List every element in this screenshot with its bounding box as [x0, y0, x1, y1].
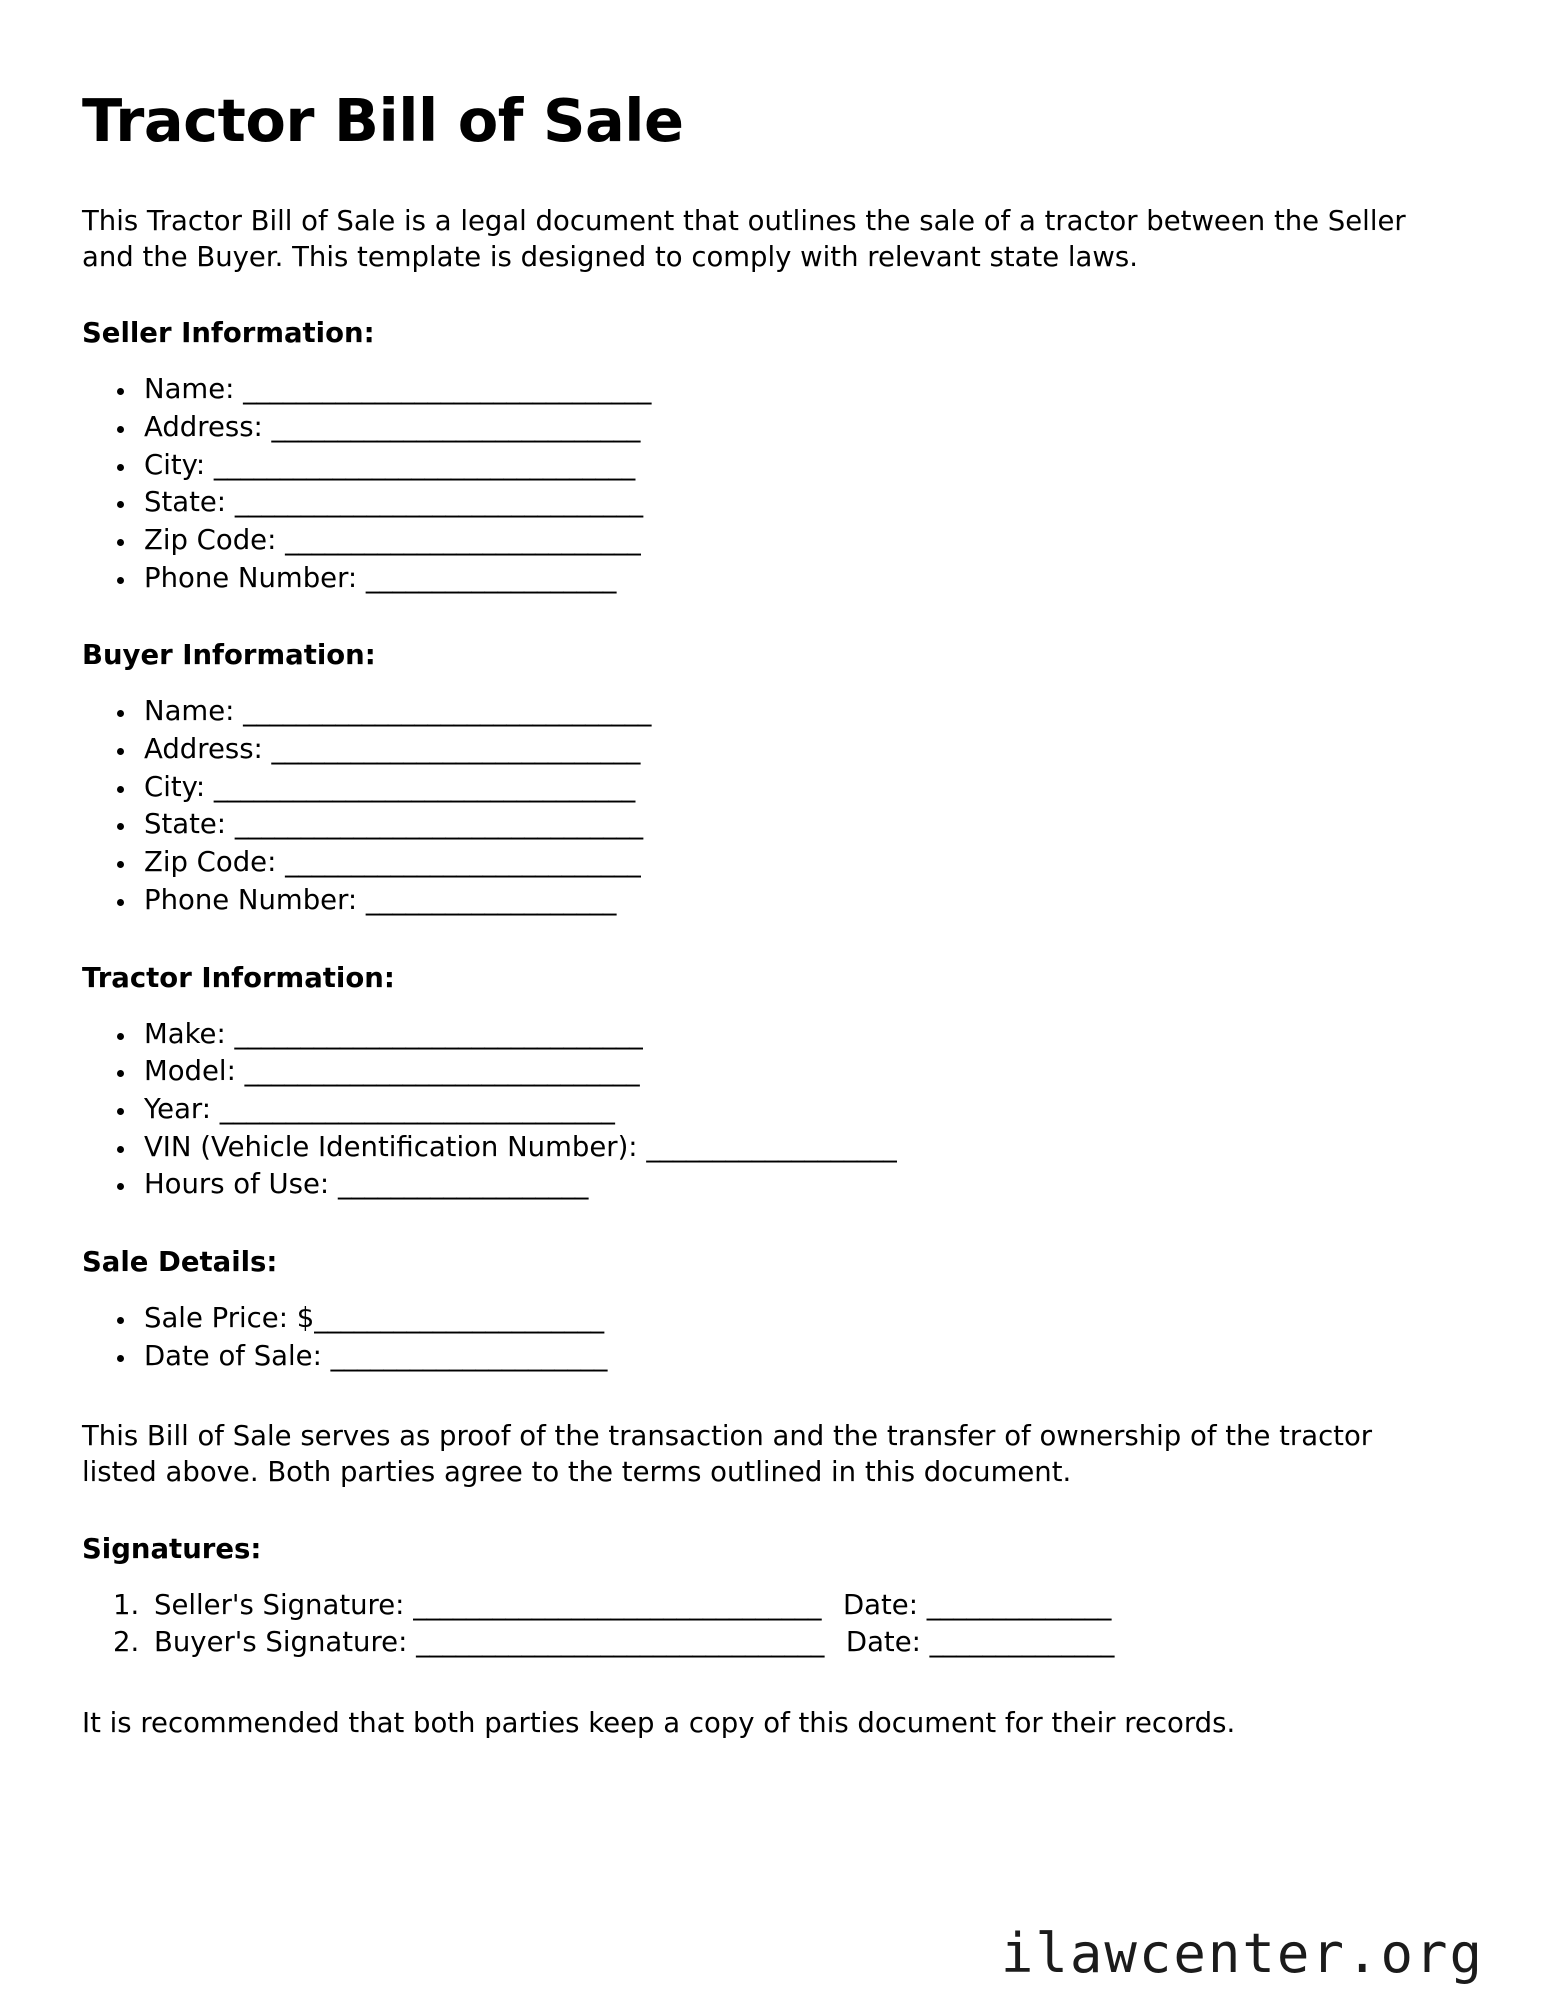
- list-item: [138, 882, 1458, 920]
- list-item: [138, 1091, 1458, 1129]
- section-heading-signatures: Signatures:: [82, 1532, 262, 1565]
- intro-paragraph: This Tractor Bill of Sale is a legal document that outlines the sale of a tractor between the Seller and the Buyer. This template is designed to comply with relevant state laws.: [82, 204, 1406, 273]
- sale-details-fields-list: [82, 1300, 1458, 1375]
- section-heading-sale-details: Sale Details:: [82, 1245, 278, 1278]
- field-blank[interactable]: _______________________________: [243, 695, 651, 728]
- date-label: Date:: [845, 1626, 930, 1659]
- field-label: Address:: [144, 733, 272, 766]
- field-blank[interactable]: ___________________: [337, 1168, 588, 1201]
- field-label: Sale Price: $: [144, 1301, 315, 1334]
- field-blank[interactable]: _______________________________: [234, 808, 643, 841]
- list-item: [138, 1129, 1458, 1167]
- field-blank[interactable]: ___________________: [646, 1130, 897, 1163]
- field-blank[interactable]: ___________________: [365, 561, 616, 594]
- list-item: [138, 693, 1458, 731]
- list-item: [148, 1624, 1458, 1662]
- list-item: [138, 844, 1458, 882]
- list-item: [138, 560, 1458, 598]
- signatures-list: [82, 1587, 1458, 1662]
- field-blank[interactable]: ______________________________: [244, 1055, 640, 1088]
- field-label: City:: [144, 448, 214, 481]
- list-item: [138, 371, 1458, 409]
- field-blank[interactable]: ______________________________: [219, 1092, 615, 1125]
- list-item: [138, 484, 1458, 522]
- field-label: Zip Code:: [144, 846, 286, 879]
- tractor-fields-list: [82, 1016, 1458, 1204]
- field-label: Phone Number:: [144, 883, 366, 916]
- list-item: [148, 1587, 1458, 1625]
- list-item: [138, 522, 1458, 560]
- section-heading-seller: Seller Information:: [82, 317, 375, 350]
- field-blank[interactable]: ___________________: [365, 883, 616, 916]
- field-label: Zip Code:: [144, 524, 286, 557]
- signature-label: Buyer's Signature:: [154, 1626, 417, 1659]
- field-label: State:: [144, 486, 235, 519]
- field-blank[interactable]: ___________________________: [285, 846, 641, 879]
- list-item: [138, 1338, 1458, 1376]
- field-label: Date of Sale:: [144, 1339, 331, 1372]
- field-label: Year:: [144, 1092, 220, 1125]
- buyer-fields-list: [82, 693, 1458, 919]
- field-label: Hours of Use:: [144, 1168, 338, 1201]
- field-label: Make:: [144, 1017, 235, 1050]
- field-label: VIN (Vehicle Identification Number):: [144, 1130, 647, 1163]
- field-label: City:: [144, 770, 214, 803]
- field-blank[interactable]: ____________________________: [271, 733, 640, 766]
- field-label: Address:: [144, 411, 272, 444]
- date-blank[interactable]: ______________: [929, 1626, 1114, 1659]
- signature-blank[interactable]: _______________________________: [413, 1588, 829, 1621]
- site-watermark: ilawcenter.org: [1000, 1922, 1484, 1985]
- section-heading-buyer: Buyer Information:: [82, 639, 376, 672]
- field-blank[interactable]: ________________________________: [213, 448, 635, 481]
- page-title: Tractor Bill of Sale: [82, 86, 684, 155]
- field-blank[interactable]: ________________________________: [213, 770, 635, 803]
- date-blank[interactable]: ______________: [926, 1588, 1111, 1621]
- field-blank[interactable]: ______________________: [314, 1301, 604, 1334]
- list-item: [138, 731, 1458, 769]
- field-label: Model:: [144, 1055, 245, 1088]
- field-blank[interactable]: _______________________________: [234, 486, 643, 519]
- field-label: Phone Number:: [144, 561, 366, 594]
- list-item: [138, 447, 1458, 485]
- list-item: [138, 806, 1458, 844]
- signature-label: Seller's Signature:: [154, 1588, 414, 1621]
- list-item: [138, 769, 1458, 807]
- closing-paragraph: This Bill of Sale serves as proof of the transaction and the transfer of ownership of the tractor listed above. Both parties agree to the terms outlined in this document.: [82, 1420, 1373, 1488]
- field-blank[interactable]: _______________________________: [234, 1017, 643, 1050]
- final-note-paragraph: It is recommended that both parties keep a copy of this document for their records.: [82, 1707, 1236, 1740]
- field-blank[interactable]: _______________________________: [243, 373, 651, 406]
- list-item: [138, 1016, 1458, 1054]
- date-label: Date:: [842, 1588, 927, 1621]
- field-label: Name:: [144, 695, 244, 728]
- list-item: [138, 1166, 1458, 1204]
- field-blank[interactable]: _____________________: [330, 1339, 607, 1372]
- section-heading-tractor: Tractor Information:: [82, 961, 395, 994]
- field-label: State:: [144, 808, 235, 841]
- field-label: Name:: [144, 373, 244, 406]
- field-blank[interactable]: ___________________________: [285, 524, 641, 557]
- seller-fields-list: [82, 371, 1458, 597]
- list-item: [138, 1300, 1458, 1338]
- signature-blank[interactable]: _______________________________: [416, 1626, 832, 1659]
- list-item: [138, 409, 1458, 447]
- list-item: [138, 1053, 1458, 1091]
- field-blank[interactable]: ____________________________: [271, 411, 640, 444]
